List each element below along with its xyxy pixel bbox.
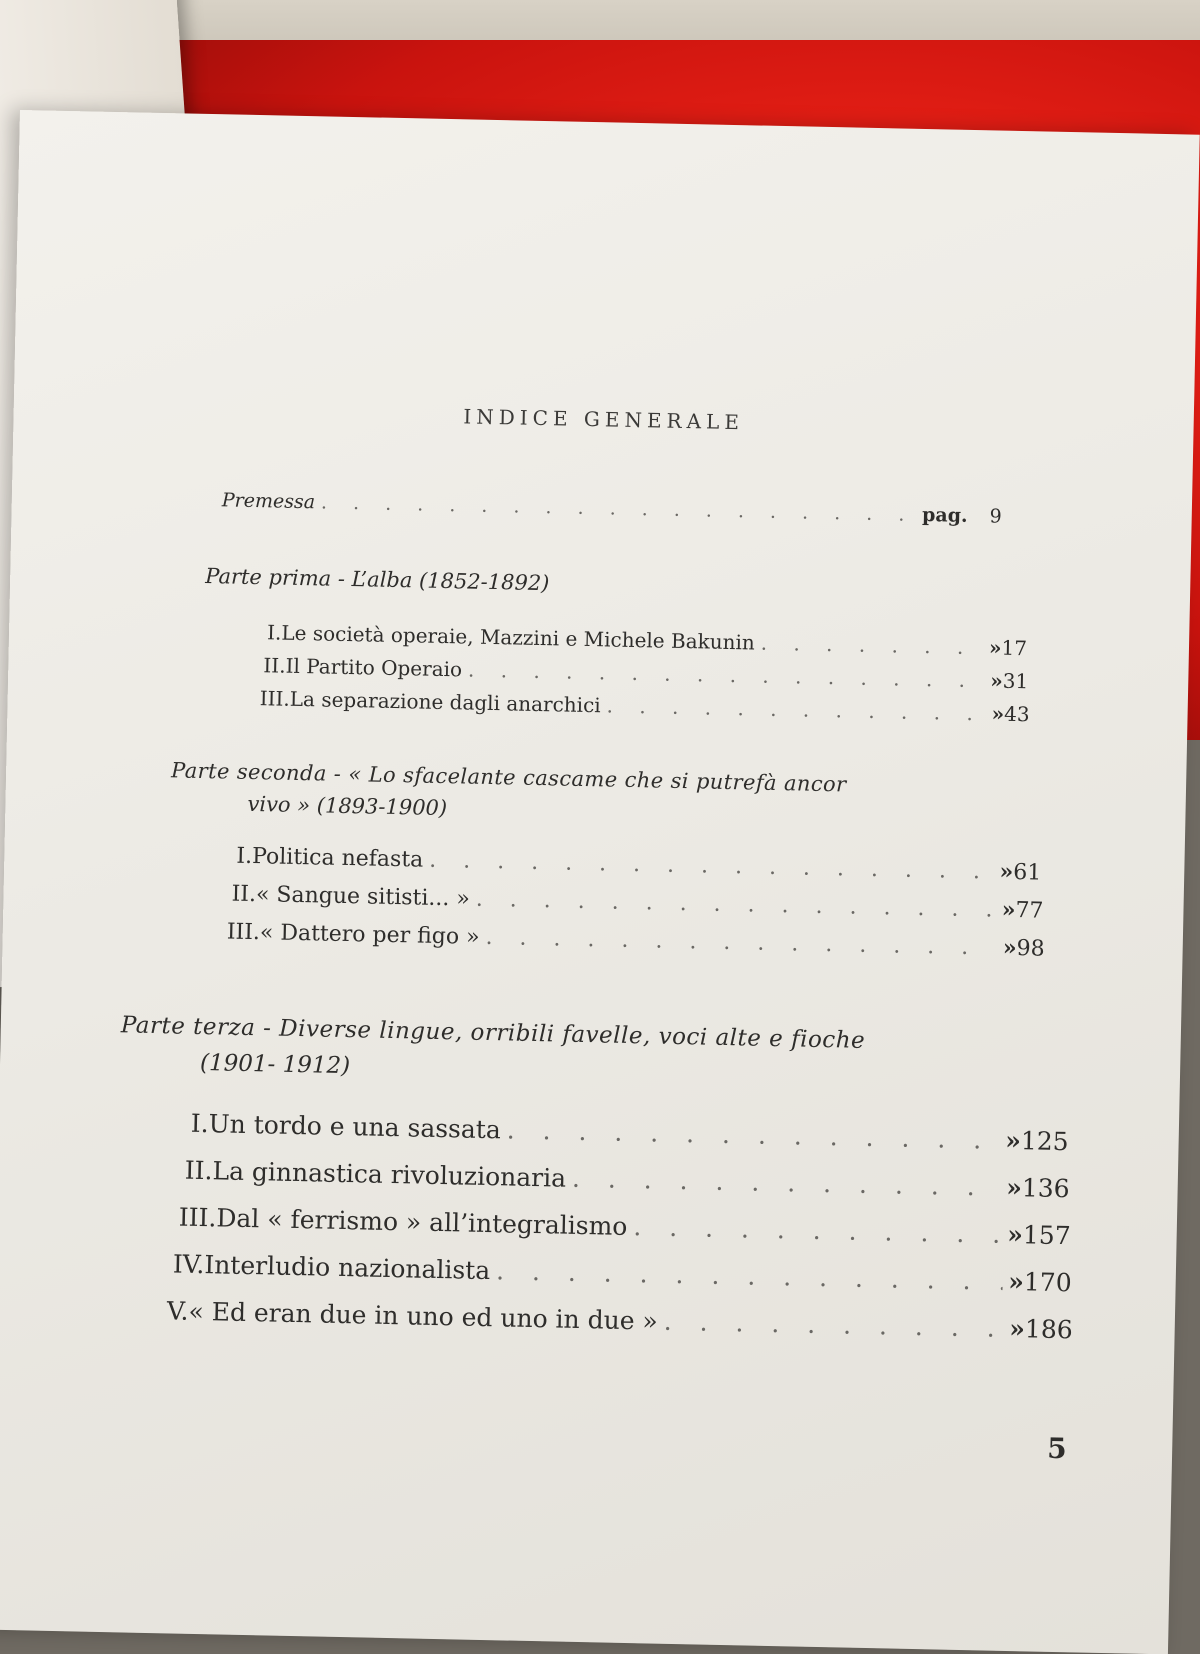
leader-dots (321, 491, 917, 525)
part-3-chapter-row (185, 1156, 1070, 1204)
chapter-title: « Dattero per figo » (259, 920, 480, 950)
ditto-mark: » (999, 858, 1014, 885)
page-folio-number: 5 (1046, 1431, 1068, 1466)
ditto-mark: » (1004, 1125, 1022, 1156)
chapter-page-number: 186 (1024, 1314, 1073, 1345)
ditto-mark: » (1008, 1266, 1025, 1297)
part-1-chapter-row (267, 620, 1027, 660)
chapter-number: III. (226, 919, 261, 946)
part-3-chapter-row (191, 1109, 1069, 1156)
leader-dots (476, 887, 996, 923)
part-2-heading-continued: vivo » (1893-1900) (247, 791, 448, 821)
leader-dots (506, 1115, 999, 1154)
book-page (0, 110, 1200, 1654)
premessa-row (222, 489, 1002, 527)
leader-dots (496, 1256, 1003, 1296)
premessa-label: Premessa (221, 489, 316, 514)
chapter-number: IV. (172, 1249, 205, 1280)
chapter-number: I. (236, 843, 253, 870)
leader-dots (429, 848, 994, 885)
chapter-page-number: 31 (1002, 668, 1029, 694)
part-2-chapter-row (236, 843, 1041, 886)
part-3-chapter-row (173, 1249, 1072, 1297)
part-3-chapter-row (167, 1296, 1073, 1344)
ditto-mark: » (1002, 934, 1017, 962)
chapter-page-number: 170 (1023, 1267, 1072, 1298)
part-3-heading-continued: (1901- 1912) (199, 1049, 351, 1080)
pag-label: pag. (921, 503, 968, 527)
part-2-chapter-row (231, 881, 1043, 924)
chapter-page-number: 98 (1016, 936, 1045, 962)
part-3-chapter-row (179, 1203, 1071, 1251)
chapter-number: V. (166, 1296, 189, 1326)
chapter-number: III. (259, 686, 291, 711)
chapter-page-number: 61 (1012, 859, 1042, 886)
part-2-chapter-row (227, 919, 1045, 962)
part-3-heading: Parte terza - Diverse lingue, orribili favelle, voci alte e fioche (120, 1012, 866, 1054)
chapter-title: La separazione dagli anarchici (289, 686, 601, 718)
ditto-mark: » (1007, 1219, 1024, 1250)
chapter-title: Un tordo e una sassata (208, 1109, 502, 1145)
chapter-page-number: 136 (1021, 1173, 1070, 1204)
premessa-page-number: 9 (989, 505, 1002, 528)
chapter-number: I. (190, 1108, 209, 1139)
chapter-title: Dal « ferrismo » all’integralismo (216, 1203, 628, 1241)
ditto-mark: » (990, 668, 1004, 693)
chapter-title: La ginnastica rivoluzionaria (212, 1156, 567, 1193)
ditto-mark: » (988, 635, 1002, 660)
part-2-heading: Parte seconda - « Lo sfacelante cascame che si putrefà ancor (170, 758, 847, 797)
part-1-chapter-row (259, 686, 1029, 726)
chapter-page-number: 17 (1001, 635, 1028, 661)
leader-dots (606, 693, 985, 725)
ditto-mark: » (1009, 1313, 1026, 1344)
chapter-page-number: 157 (1022, 1220, 1071, 1251)
leader-dots (468, 658, 985, 693)
chapter-title: Politica nefasta (251, 844, 424, 873)
page-title: INDICE GENERALE (463, 404, 745, 435)
chapter-number: I. (266, 620, 282, 645)
chapter-page-number: 43 (1003, 701, 1030, 727)
leader-dots (633, 1212, 1002, 1249)
chapter-title: « Ed eran due in uno ed uno in due » (188, 1296, 659, 1336)
leader-dots (663, 1307, 1003, 1343)
chapter-number: III. (178, 1202, 217, 1233)
chapter-number: II. (263, 653, 286, 678)
leader-dots (761, 631, 984, 660)
ditto-mark: » (1006, 1172, 1023, 1203)
leader-dots (485, 925, 997, 961)
chapter-page-number: 77 (1015, 898, 1044, 924)
leader-dots (572, 1164, 1001, 1202)
chapter-page-number: 125 (1020, 1126, 1069, 1157)
part-1-heading: Parte prima - L’alba (1852-1892) (205, 563, 550, 596)
chapter-title: Il Partito Operaio (285, 653, 463, 682)
ditto-mark: » (1001, 896, 1016, 924)
chapter-title: Interludio nazionalista (204, 1250, 491, 1286)
chapter-number: II. (231, 881, 257, 908)
ditto-mark: » (991, 701, 1005, 726)
chapter-title: Le società operaie, Mazzini e Michele Bakunin (281, 620, 756, 655)
chapter-number: II. (184, 1155, 213, 1186)
chapter-title: « Sangue sitisti... » (255, 882, 471, 912)
part-1-chapter-row (263, 653, 1028, 693)
